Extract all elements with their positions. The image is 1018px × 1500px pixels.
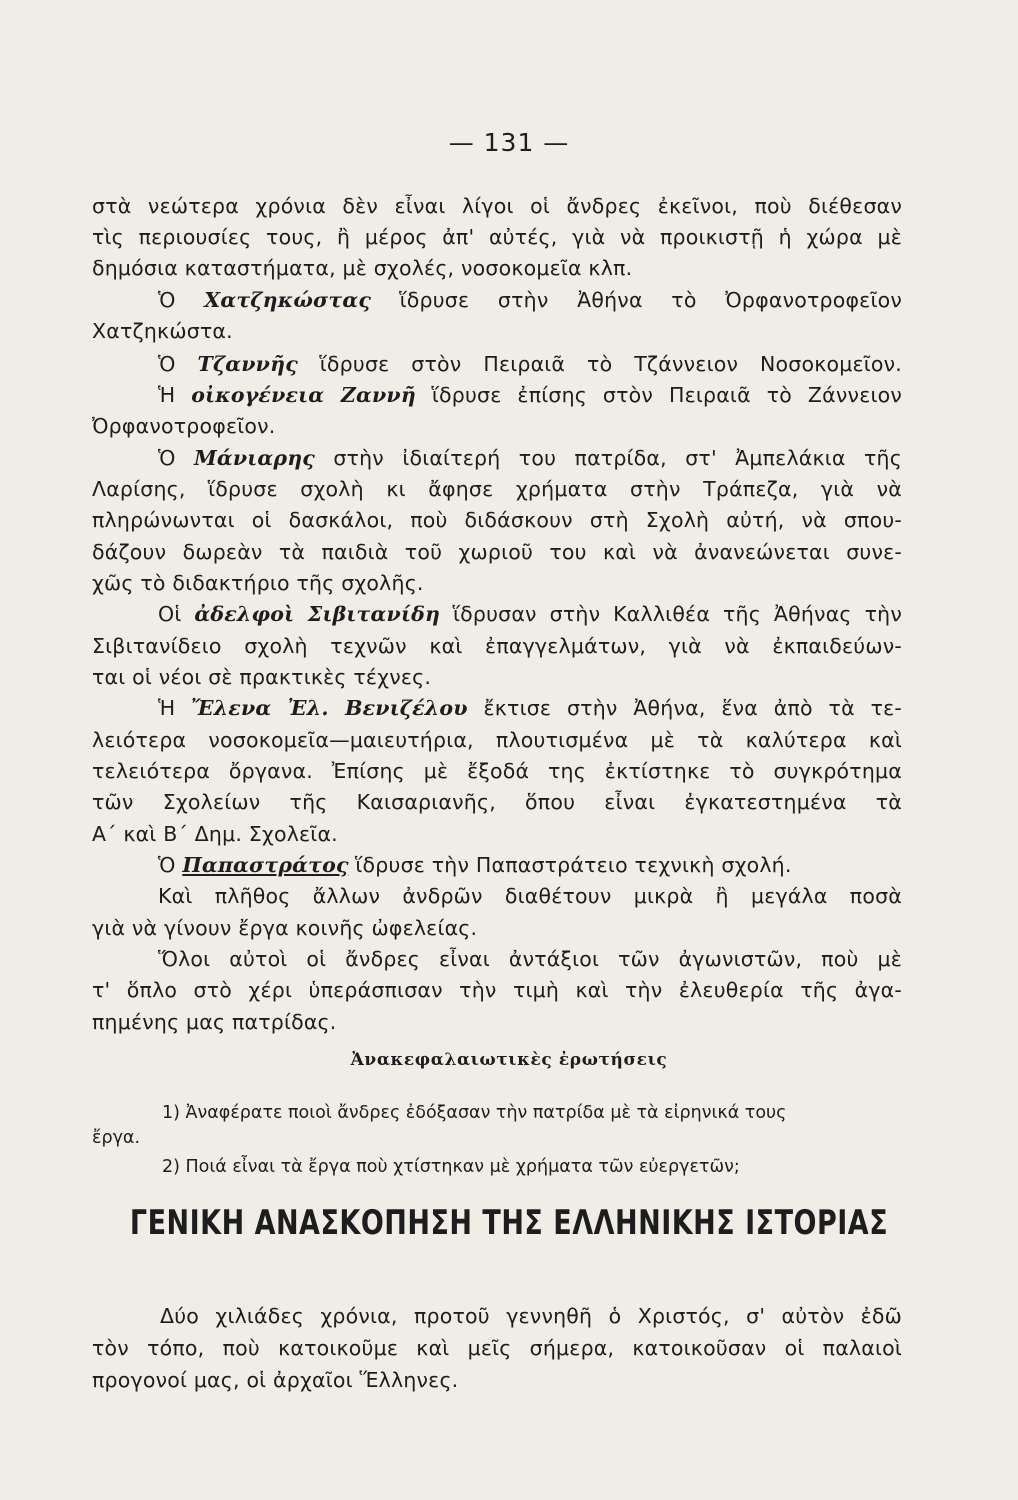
benefactor-name: Ἔλενα Ἐλ. Βενιζέλου xyxy=(191,696,468,720)
text-segment: ἵδρυσαν στὴν Καλλιθέα τῆς Ἀθήνας τὴν xyxy=(440,602,902,626)
text-line: δάζουν δωρεὰν τὰ παιδιὰ τοῦ χωριοῦ του καὶ νὰ ἀνανεώνεται συνε- xyxy=(92,540,902,564)
text-line: τὸν τόπο, ποὺ κατοικοῦμε καὶ μεῖς σήμερα, κατοικοῦσαν οἱ παλαιοὶ xyxy=(92,1336,902,1360)
text-line: τῶν Σχολείων τῆς Καισαριανῆς, ὅπου εἶναι ἐγκατεστημένα τὰ xyxy=(92,790,902,814)
text-line: στὰ νεώτερα χρόνια δὲν εἶναι λίγοι οἱ ἄνδρες ἐκεῖνοι, ποὺ διέθεσαν xyxy=(92,194,902,218)
text-segment: Ὁ xyxy=(158,352,198,376)
question-1: 1) Ἀναφέρατε ποιοὶ ἄνδρες ἐδόξασαν τὴν πατρίδα μὲ τὰ εἰρηνικά τους xyxy=(162,1103,787,1123)
text-segment: ἵδρυσε στὸν Πειραιᾶ τὸ Τζάννειον Νοσοκομεῖον. xyxy=(297,352,902,376)
benefactor-name: Χατζηκώστας xyxy=(204,288,372,312)
text-line: Δύο χιλιάδες χρόνια, προτοῦ γεννηθῆ ὁ Χριστός, σ' αὐτὸν ἐδῶ xyxy=(160,1304,902,1328)
text-line: Α΄ καὶ Β΄ Δημ. Σχολεῖα. xyxy=(92,822,338,846)
text-line-sivitanidi xyxy=(158,596,902,632)
text-line: τελειότερα ὄργανα. Ἐπίσης μὲ ἔξοδά της ἐκτίστηκε τὸ συγκρότημα xyxy=(92,759,902,783)
text-line: Λαρίσης, ἵδρυσε σχολὴ κι ἄφησε χρήματα στὴν Τράπεζα, γιὰ νὰ xyxy=(92,477,902,501)
benefactor-name: Τζαννῆς xyxy=(197,352,298,376)
text-line: Ὀρφανοτροφεῖον. xyxy=(92,414,276,438)
text-line: γιὰ νὰ γίνουν ἔργα κοινῆς ὠφελείας. xyxy=(92,916,478,940)
text-line: προγονοί μας, οἱ ἀρχαῖοι Ἕλληνες. xyxy=(92,1368,459,1392)
text-segment: ἵδρυσε ἐπίσης στὸν Πειραιᾶ τὸ Ζάννειον xyxy=(415,383,903,407)
text-line: πληρώνωνται οἱ δασκάλοι, ποὺ διδάσκουν στὴ Σχολὴ αὐτή, νὰ σπου- xyxy=(92,508,902,532)
text-line: δημόσια καταστήματα, μὲ σχολές, νοσοκομεῖα κλπ. xyxy=(92,256,633,280)
text-line: Χατζηκώστα. xyxy=(92,319,233,343)
section-heading: ΓΕΝΙΚΗ ΑΝΑΣΚΟΠΗΣΗ ΤΗΣ ΕΛΛΗΝΙΚΗΣ ΙΣΤΟΡΙΑΣ xyxy=(129,1204,889,1243)
text-segment: ἵδρυσε στὴν Ἀθήνα τὸ Ὀρφανοτροφεῖον xyxy=(371,288,902,312)
question-1-continued: ἔργα. xyxy=(92,1128,141,1148)
benefactor-name: οἰκογένεια Ζαννῆ xyxy=(191,383,416,407)
text-segment: Ὁ xyxy=(158,288,205,312)
text-segment: Ὁ xyxy=(158,446,194,470)
text-segment: Ἡ xyxy=(158,383,192,407)
benefactor-name: Παπαστράτος xyxy=(182,853,349,877)
text-segment: ἔκτισε στὴν Ἀθήνα, ἕνα ἀπὸ τὰ τε- xyxy=(467,696,902,720)
text-segment: στὴν ἰδιαίτερή του πατρίδα, στ' Ἀμπελάκια τῆς xyxy=(314,446,902,470)
text-line: πημένης μας πατρίδας. xyxy=(92,1010,337,1034)
text-line: Καὶ πλῆθος ἄλλων ἀνδρῶν διαθέτουν μικρὰ ἢ μεγάλα ποσὰ xyxy=(158,884,902,908)
text-line: Σιβιτανίδειο σχολὴ τεχνῶν καὶ ἐπαγγελμάτων, γιὰ νὰ ἐκπαιδεύων- xyxy=(92,634,902,658)
questions-heading: Ἀνακεφαλαιωτικὲς ἐρωτήσεις xyxy=(350,1050,668,1070)
benefactor-name: ἀδελφοὶ Σιβιτανίδη xyxy=(194,602,441,626)
text-line: τ' ὅπλο στὸ χέρι ὑπεράσπισαν τὴν τιμὴ καὶ τὴν ἐλευθερία τῆς ἀγα- xyxy=(92,978,902,1002)
text-segment: Οἱ xyxy=(158,602,195,626)
page-number: — 131 — xyxy=(448,128,570,157)
text-line: τὶς περιουσίες τους, ἢ μέρος ἀπ' αὐτές, γιὰ νὰ προικιστῇ ἡ χώρα μὲ xyxy=(92,225,902,249)
question-2: 2) Ποιά εἶναι τὰ ἔργα ποὺ χτίστηκαν μὲ χρήματα τῶν εὐεργετῶν; xyxy=(162,1157,740,1177)
text-segment: Ὁ xyxy=(158,853,183,877)
text-line: Ὅλοι αὐτοὶ οἱ ἄνδρες εἶναι ἀντάξιοι τῶν ἀγωνιστῶν, ποὺ μὲ xyxy=(158,947,902,971)
text-line: χῶς τὸ διδακτήριο τῆς σχολῆς. xyxy=(92,571,424,595)
benefactor-name: Μάνιαρης xyxy=(193,446,315,470)
text-line: λειότερα νοσοκομεῖα—μαιευτήρια, πλουτισμένα μὲ τὰ καλύτερα καὶ xyxy=(92,728,902,752)
text-line: ται οἱ νέοι σὲ πρακτικὲς τέχνες. xyxy=(92,665,432,689)
text-segment: ἵδρυσε τὴν Παπαστράτειο τεχνικὴ σχολή. xyxy=(348,853,792,877)
text-line-venizelou xyxy=(158,690,902,726)
text-segment: Ἡ xyxy=(158,696,192,720)
